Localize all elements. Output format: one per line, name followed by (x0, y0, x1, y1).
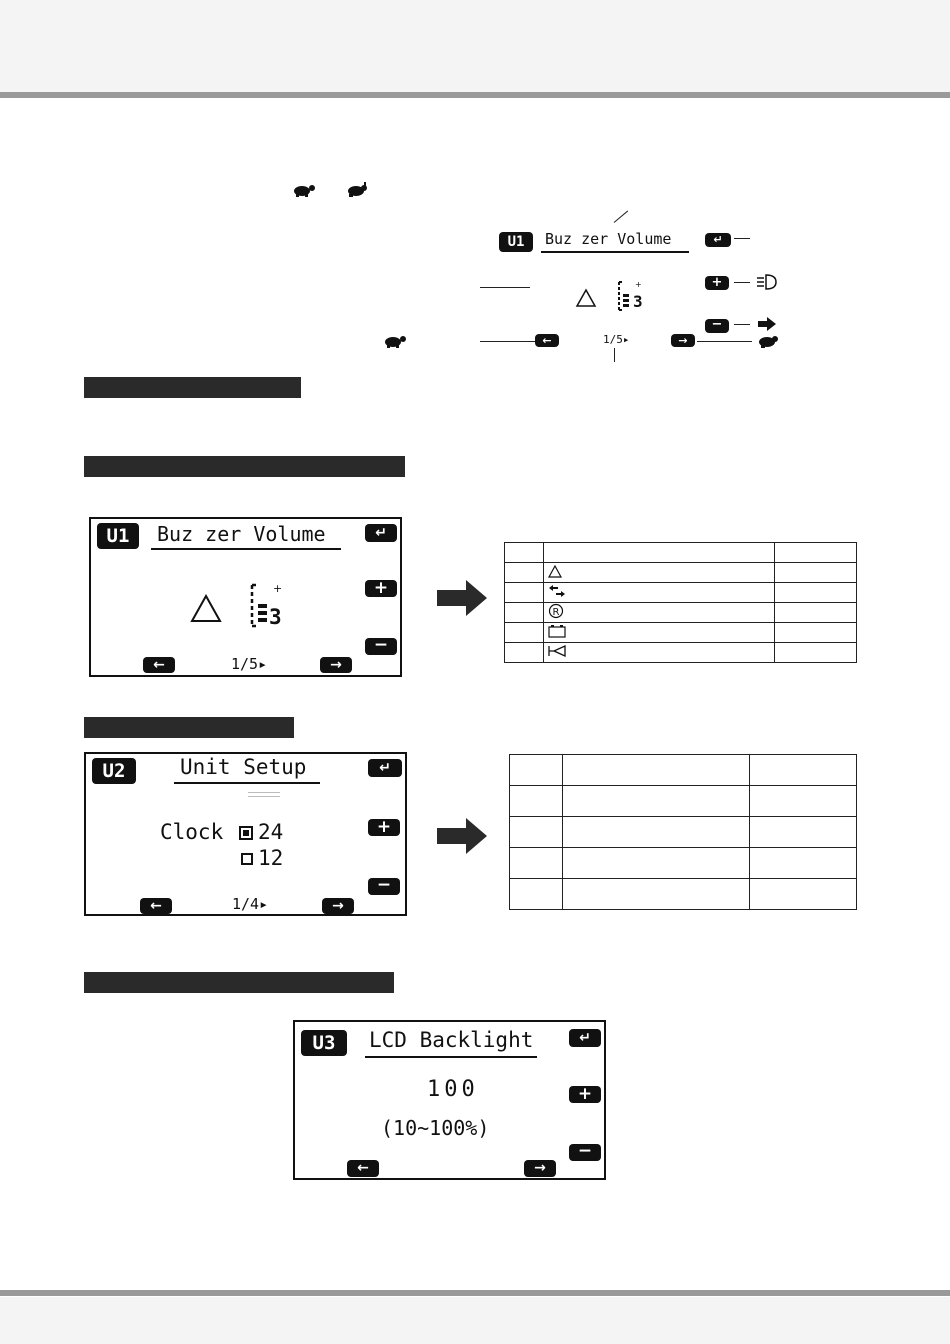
leader-line (734, 324, 750, 325)
next-button[interactable]: → (524, 1160, 556, 1177)
section-heading-bar (84, 717, 294, 738)
table-row (505, 543, 857, 563)
next-button[interactable]: → (320, 657, 352, 673)
right-arrow-icon (436, 816, 488, 856)
backlight-range: (10~100%) (381, 1116, 490, 1140)
leader-line (614, 348, 615, 362)
prev-button[interactable]: ← (143, 657, 175, 673)
clock-label: Clock (160, 820, 224, 844)
headlight-icon (756, 273, 778, 291)
clock-12-label: 12 (258, 846, 284, 870)
backlight-value: 100 (427, 1077, 479, 1102)
turtle-icon (382, 334, 408, 348)
next-button[interactable]: → (671, 334, 695, 347)
minus-button[interactable]: − (368, 878, 400, 895)
minus-button[interactable]: − (569, 1144, 601, 1161)
section-heading-bar (84, 377, 301, 398)
title-underline (541, 251, 689, 253)
warning-triangle-icon (548, 565, 562, 578)
svg-text:+: + (635, 280, 642, 289)
u1-options-table (504, 542, 857, 663)
page-indicator (232, 895, 268, 913)
divider (248, 792, 280, 797)
hare-icon (345, 182, 369, 198)
prev-button[interactable]: ← (347, 1160, 379, 1177)
enter-button[interactable]: ↵ (705, 233, 731, 247)
svg-text:+: + (273, 582, 283, 595)
page-marker: ▸ (258, 655, 268, 673)
table-row (510, 817, 857, 848)
table-row (505, 583, 857, 603)
screen-tag: U1 (499, 232, 533, 252)
plus-button[interactable]: + (368, 819, 400, 836)
table-row (510, 755, 857, 786)
title-underline (365, 1056, 537, 1058)
table-row (505, 623, 857, 643)
screen-title: LCD Backlight (369, 1028, 534, 1052)
checkbox-fill (243, 830, 249, 836)
screen-tag: U2 (92, 758, 136, 784)
clock-24-label: 24 (258, 820, 284, 844)
right-arrow-icon (436, 578, 488, 618)
section-heading-bar (84, 456, 405, 477)
leader-line (480, 341, 535, 342)
table-row (505, 563, 857, 583)
footer-rule (0, 1290, 950, 1296)
u2-options-table (509, 754, 857, 910)
header-rule (0, 92, 950, 98)
warning-triangle-icon (575, 288, 597, 308)
table-row (505, 603, 857, 623)
screen-title: Unit Setup (180, 755, 307, 779)
battery-icon (548, 624, 566, 638)
table-row (510, 786, 857, 817)
horn-icon (548, 644, 568, 658)
screen-tag: U1 (97, 523, 139, 549)
title-underline (151, 548, 341, 550)
volume-level-value: 3 (633, 292, 643, 311)
page-number: 1/5 (603, 333, 623, 346)
page-header-band (0, 0, 950, 92)
table-row (510, 879, 857, 910)
leader-line (697, 341, 752, 342)
screen-tag: U3 (301, 1030, 347, 1056)
leader-line (614, 211, 628, 223)
plus-button[interactable]: + (705, 276, 729, 290)
page-indicator (603, 333, 630, 346)
right-arrow-icon (757, 316, 777, 332)
enter-button[interactable]: ↵ (365, 524, 397, 542)
table-row (505, 643, 857, 663)
clock-12-checkbox[interactable] (241, 853, 253, 865)
next-button[interactable]: → (322, 898, 354, 914)
leader-line (480, 287, 530, 288)
minus-button[interactable]: − (365, 638, 397, 655)
enter-button[interactable]: ↵ (368, 759, 402, 777)
screen-title: Buz zer Volume (545, 230, 672, 248)
enter-button[interactable]: ↵ (569, 1029, 601, 1047)
minus-button[interactable]: − (705, 319, 729, 333)
page-marker: ▸ (622, 333, 630, 346)
table-row (510, 848, 857, 879)
clock-24-checkbox[interactable] (239, 826, 253, 840)
u1-lcd-screen (89, 517, 402, 677)
prev-button[interactable]: ← (535, 334, 559, 347)
page-marker: ▸ (259, 895, 269, 913)
hare-icon (757, 334, 779, 348)
screen-title: Buz zer Volume (157, 522, 326, 546)
turn-signal-icon (548, 584, 566, 598)
diagram-lcd-screen (497, 228, 737, 352)
title-underline (174, 782, 320, 784)
warning-triangle-icon (190, 594, 222, 624)
page-indicator (231, 655, 267, 673)
prev-button[interactable]: ← (140, 898, 172, 914)
u3-lcd-screen (293, 1020, 606, 1180)
plus-button[interactable]: + (365, 580, 397, 597)
leader-line (734, 238, 750, 239)
page-number: 1/5 (231, 655, 259, 673)
plus-button[interactable]: + (569, 1086, 601, 1103)
u2-lcd-screen (84, 752, 407, 916)
volume-level-value: 3 (269, 605, 282, 629)
reverse-r-icon (548, 603, 564, 619)
section-heading-bar (84, 972, 394, 993)
page-footer-band (0, 1297, 950, 1344)
page-number: 1/4 (232, 895, 260, 913)
turtle-icon (291, 183, 317, 197)
leader-line (734, 282, 750, 283)
svg-text:R: R (552, 607, 560, 618)
